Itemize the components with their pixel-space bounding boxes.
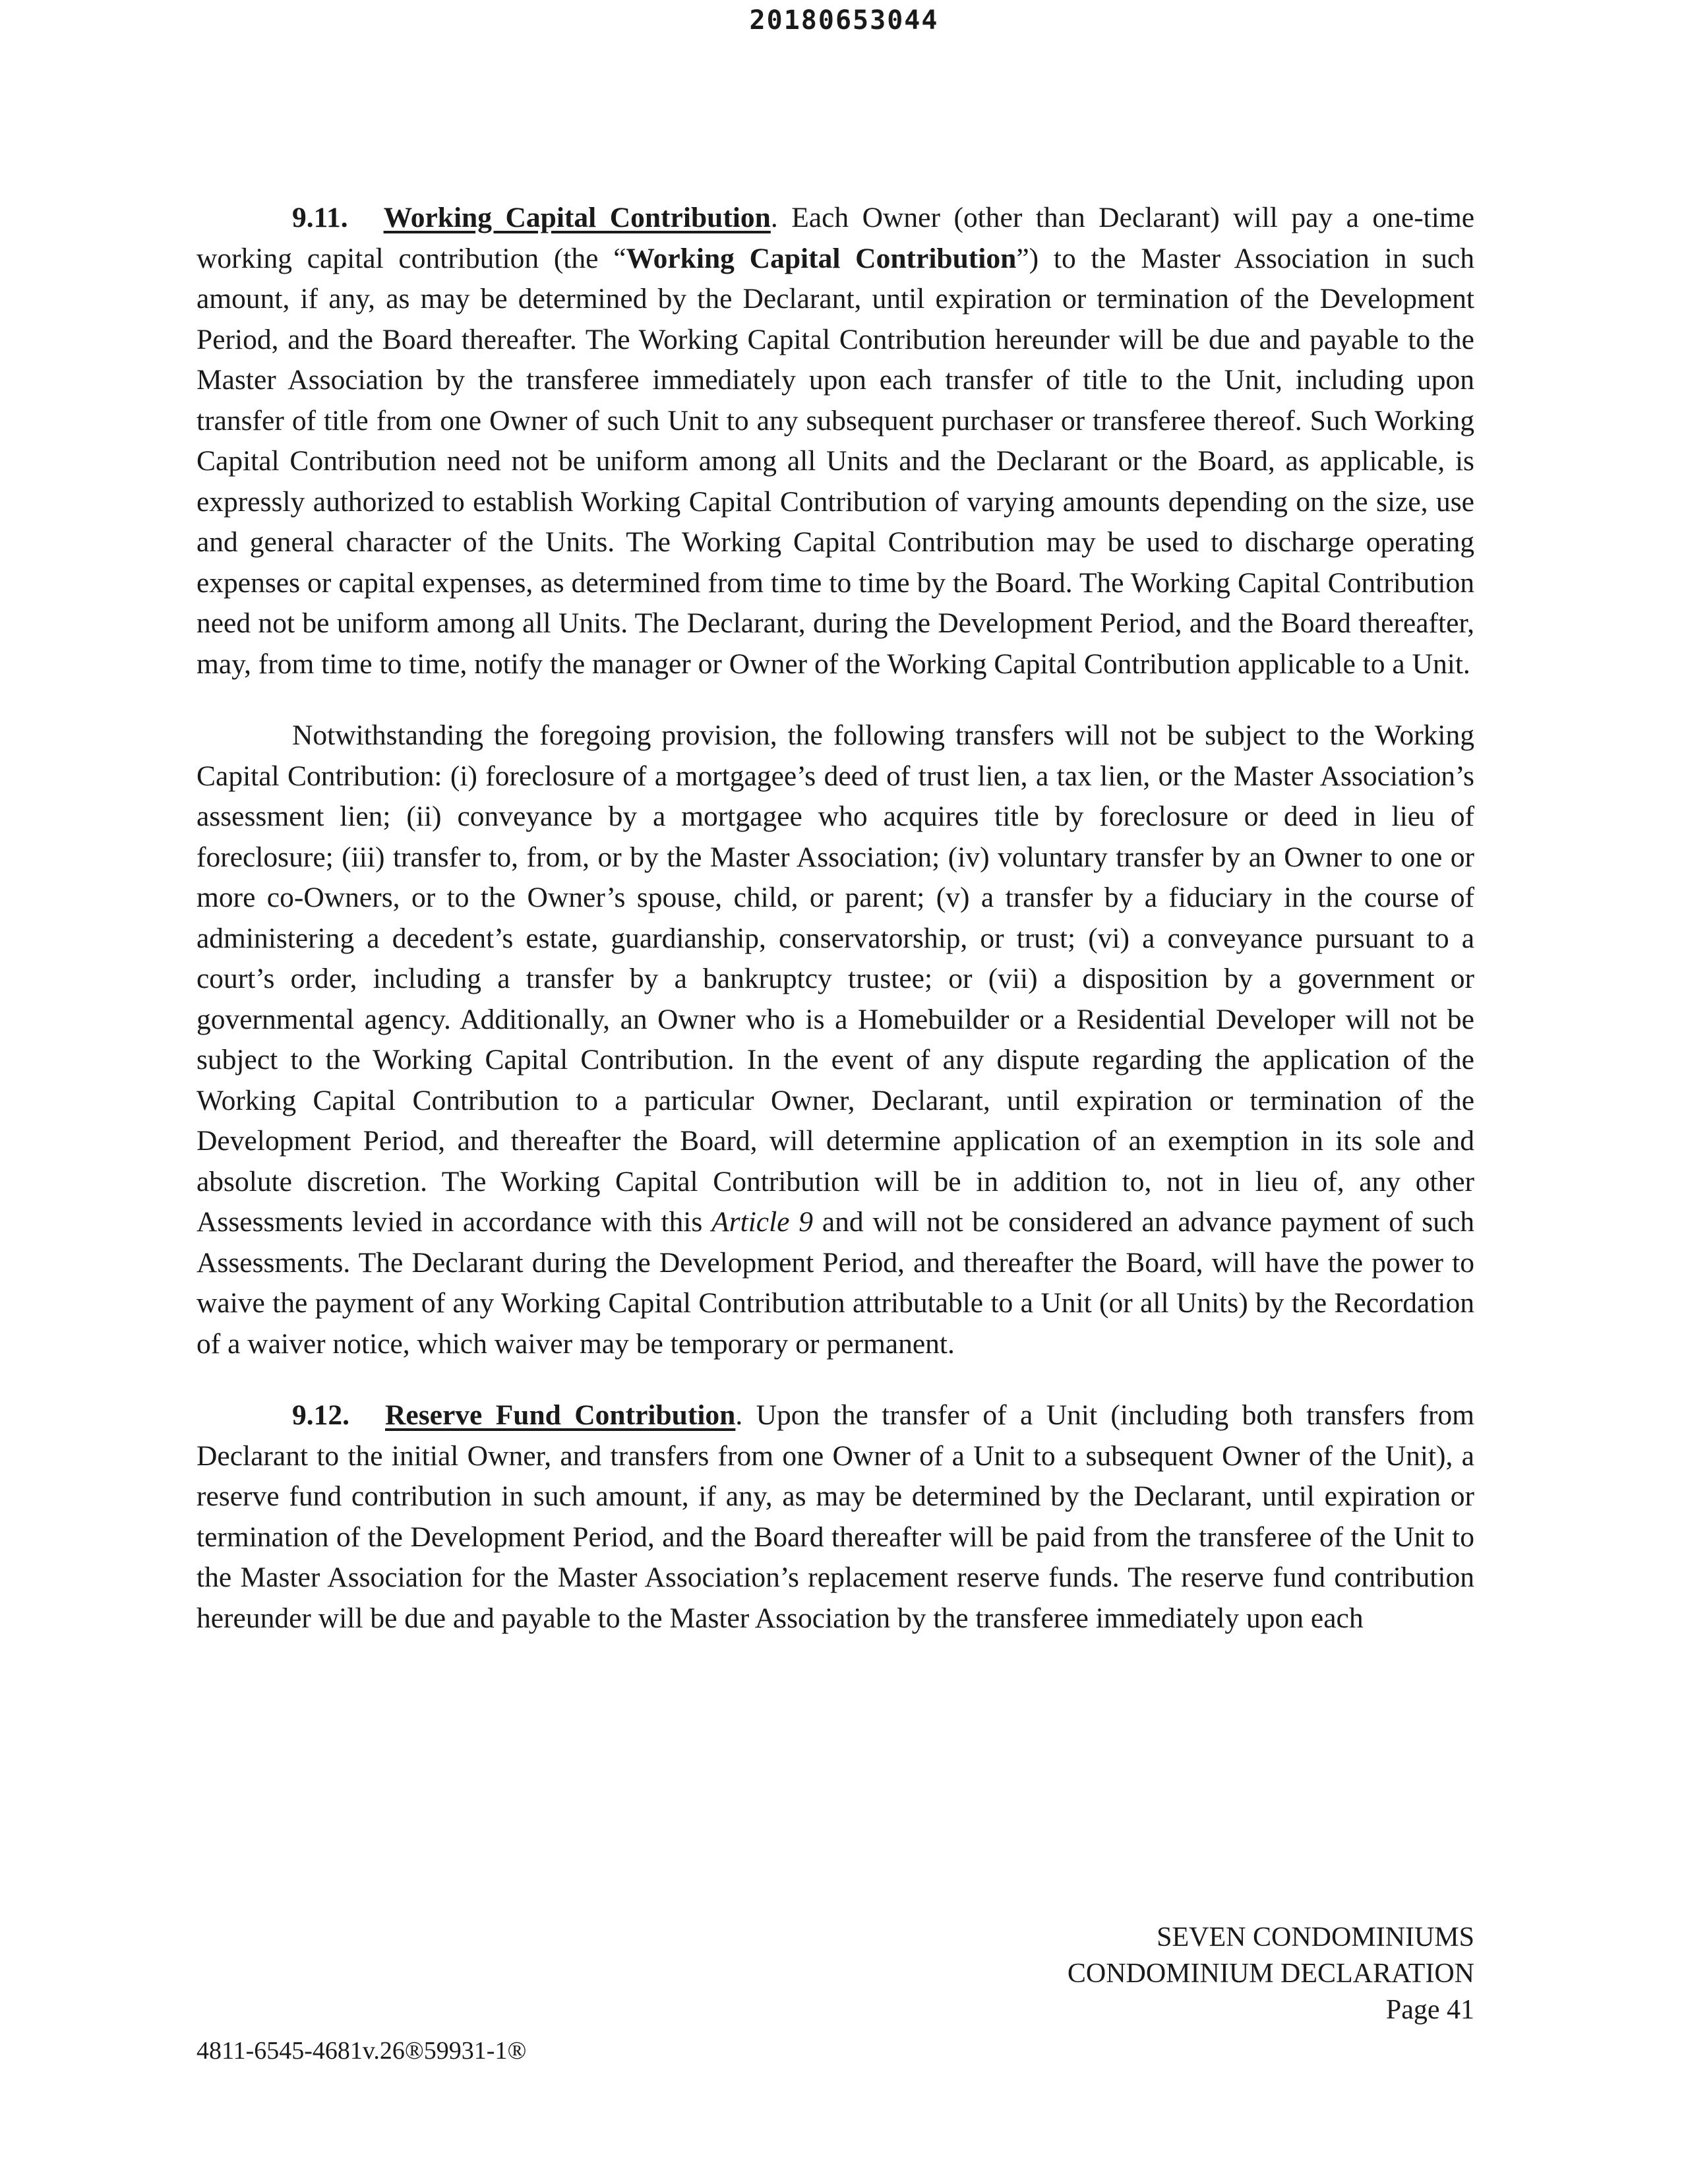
- article-reference: Article 9: [711, 1206, 814, 1238]
- document-body: [196, 198, 1474, 1670]
- footer-document-title: CONDOMINIUM DECLARATION: [1067, 1958, 1474, 1989]
- recording-number: 20180653044: [749, 5, 939, 36]
- paragraph-text: . Each Owner (other than Declarant) will pay a one-time working capital contribution (the “: [196, 202, 1474, 274]
- defined-term: Working Capital Contribution: [626, 242, 1017, 274]
- paragraph-text: . Upon the transfer of a Unit (including both transfers from Declarant to the initial Owner, and transfers from one Owner of a Unit to a subsequent Owner of the Unit), a reserve fund contribution in such amount, if any, as may be determined by the Declarant, until expiration or termination of the Development Period, and the Board thereafter will be paid from the transferee of the Unit to the Master Association for the Master Association’s replacement reserve funds. The reserve fund contribution hereunder will be due and payable to the Master Association by the transferee immediately upon each: [196, 1399, 1475, 1634]
- section-heading: Working Capital Contribution: [383, 202, 771, 233]
- section-9-11-paragraph: [196, 198, 1474, 684]
- paragraph-text: ”) to the Master Association in such amount, if any, as may be determined by the Declarant, until expiration or termination of the Development Period, and the Board thereafter. The Working Capital Contribution hereunder will be due and payable to the Master Association by the transferee immediately upon each transfer of title to the Unit, including upon transfer of title from one Owner of such Unit to any subsequent purchaser or transferee thereof. Such Working Capital Contribution need not be uniform among all Units and the Declarant or the Board, as applicable, is expressly authorized to establish Working Capital Contribution of varying amounts depending on the size, use and general character of the Units. The Working Capital Contribution may be used to discharge operating expenses or capital expenses, as determined from time to time by the Board. The Working Capital Contribution need not be uniform among all Units. The Declarant, during the Development Period, and the Board thereafter, may, from time to time, notify the manager or Owner of the Working Capital Contribution applicable to a Unit.: [196, 242, 1474, 680]
- document-id: 4811-6545-4681v.26®59931-1®: [196, 2037, 527, 2065]
- paragraph-text: Notwithstanding the foregoing provision, the following transfers will not be subject to the Working Capital Contribution: (i) foreclosure of a mortgagee’s deed of trust lien, a tax lien, or the Master Association’s assessment lien; (ii) conveyance by a mortgagee who acquires title by foreclosure or deed in lieu of foreclosure; (iii) transfer to, from, or by the Master Association; (iv) voluntary transfer by an Owner to one or more co-Owners, or to the Owner’s spouse, child, or parent; (v) a transfer by a fiduciary in the course of administering a decedent’s estate, guardianship, conservatorship, or trust; (vi) a conveyance pursuant to a court’s order, including a transfer by a bankruptcy trustee; or (vii) a disposition by a government or governmental agency. Additionally, an Owner who is a Homebuilder or a Residential Developer will not be subject to the Working Capital Contribution. In the event of any dispute regarding the application of the Working Capital Contribution to a particular Owner, Declarant, until expiration or termination of the Development Period, and thereafter the Board, will determine application of an exemption in its sole and absolute discretion. The Working Capital Contribution will be in addition to, not in lieu of, any other Assessments levied in accordance with this: [196, 719, 1474, 1238]
- page-footer: [1068, 1920, 1474, 2028]
- section-9-11-exemptions-paragraph: [196, 715, 1474, 1364]
- section-number: 9.12.: [292, 1399, 349, 1431]
- footer-project-name: SEVEN CONDOMINIUMS: [1157, 1922, 1474, 1953]
- section-9-12-paragraph: [196, 1395, 1474, 1639]
- page-number: Page 41: [1385, 1995, 1474, 2025]
- section-heading: Reserve Fund Contribution: [385, 1399, 736, 1431]
- paragraph-text: and will not be considered an advance payment of such Assessments. The Declarant during the Development Period, and thereafter the Board, will have the power to waive the payment of any Working Capital Contribution attributable to a Unit (or all Units) by the Recordation of a waiver notice, which waiver may be temporary or permanent.: [196, 1206, 1475, 1360]
- section-number: 9.11.: [292, 202, 348, 233]
